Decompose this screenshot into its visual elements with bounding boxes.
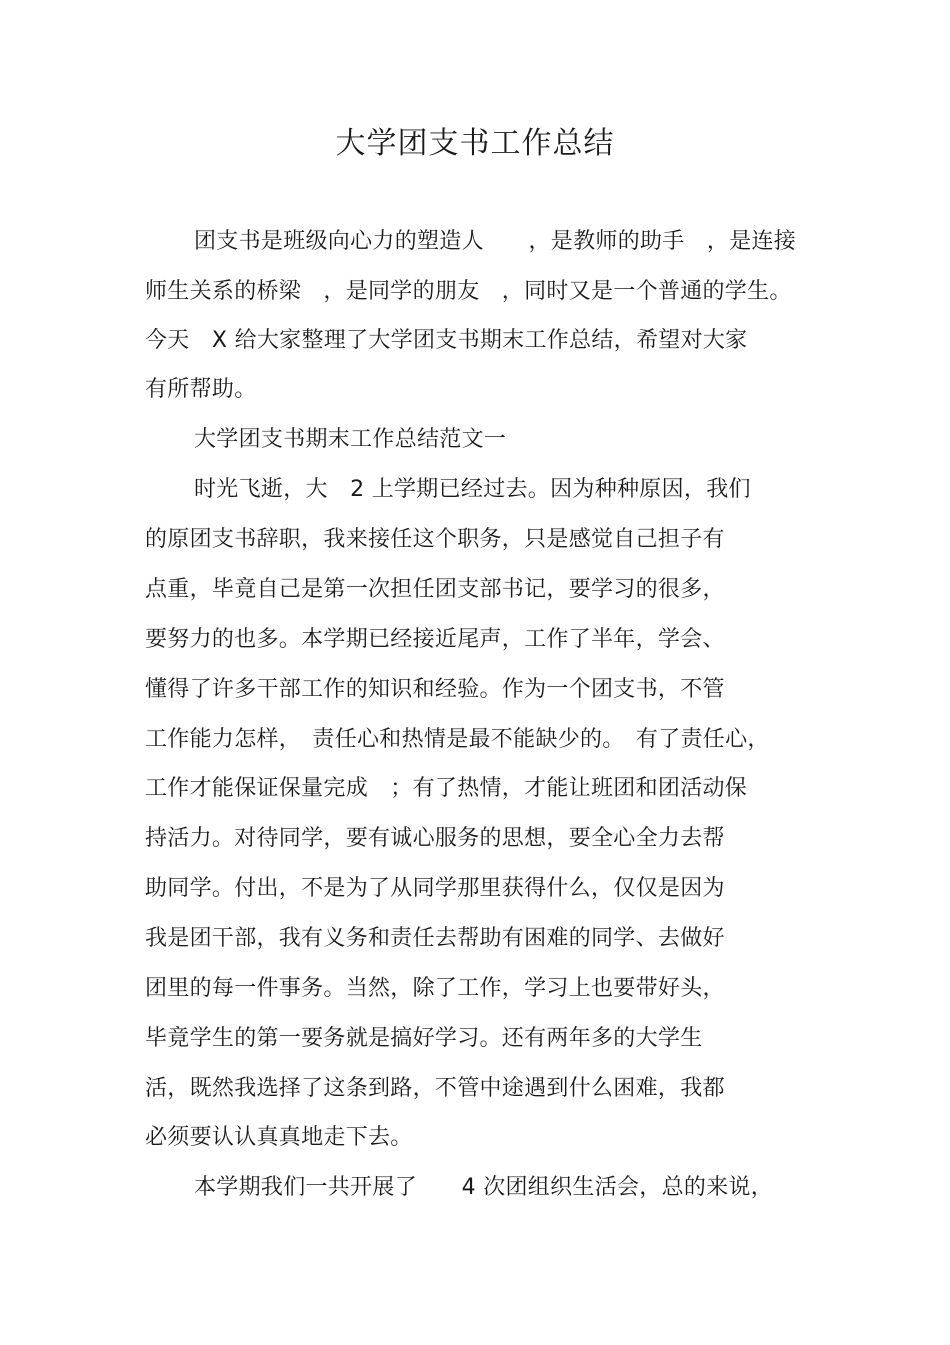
paragraph-line: 本学期我们一共开展了 4 次团组织生活会，总的来说， <box>194 1175 774 1200</box>
paragraph-line: 必须要认认真真地走下去。 <box>145 1125 413 1150</box>
paragraph-line: 团支书是班级向心力的塑造人 ，是教师的助手 ，是连接 <box>194 229 797 254</box>
paragraph-line: 工作能力怎样， 责任心和热情是最不能缺少的。 有了责任心， <box>145 727 770 752</box>
document-title: 大学团支书工作总结 <box>335 126 615 161</box>
paragraph-line: 活，既然我选择了这条到路，不管中途遇到什么困难，我都 <box>145 1076 725 1101</box>
paragraph-line: 要努力的也多。本学期已经接近尾声，工作了半年，学会、 <box>145 627 725 652</box>
paragraph-line: 懂得了许多干部工作的知识和经验。作为一个团支书，不管 <box>145 677 725 702</box>
paragraph-line: 工作才能保证保量完成 ；有了热情，才能让班团和团活动保 <box>145 776 748 801</box>
paragraph-line: 持活力。对待同学，要有诚心服务的思想，要全心全力去帮 <box>145 826 725 851</box>
paragraph-line: 团里的每一件事务。当然，除了工作，学习上也要带好头， <box>145 976 725 1001</box>
paragraph-line: 我是团干部，我有义务和责任去帮助有困难的同学、去做好 <box>145 926 725 951</box>
paragraph-line: 的原团支书辞职，我来接任这个职务，只是感觉自己担子有 <box>145 527 725 552</box>
paragraph-line: 助同学。付出，不是为了从同学那里获得什么，仅仅是因为 <box>145 876 725 901</box>
paragraph-line: 毕竟学生的第一要务就是搞好学习。还有两年多的大学生 <box>145 1026 703 1051</box>
paragraph-line: 有所帮助。 <box>145 377 257 402</box>
paragraph-line: 师生关系的桥梁 ，是同学的朋友 ，同时又是一个普通的学生。 <box>145 279 792 304</box>
paragraph-line: 时光飞逝，大 2 上学期已经过去。因为种种原因，我们 <box>194 477 751 502</box>
section-heading: 大学团支书期末工作总结范文一 <box>194 427 507 452</box>
paragraph-line: 点重，毕竟自己是第一次担任团支部书记，要学习的很多， <box>145 577 725 602</box>
paragraph-line: 今天 X 给大家整理了大学团支书期末工作总结，希望对大家 <box>145 328 748 353</box>
